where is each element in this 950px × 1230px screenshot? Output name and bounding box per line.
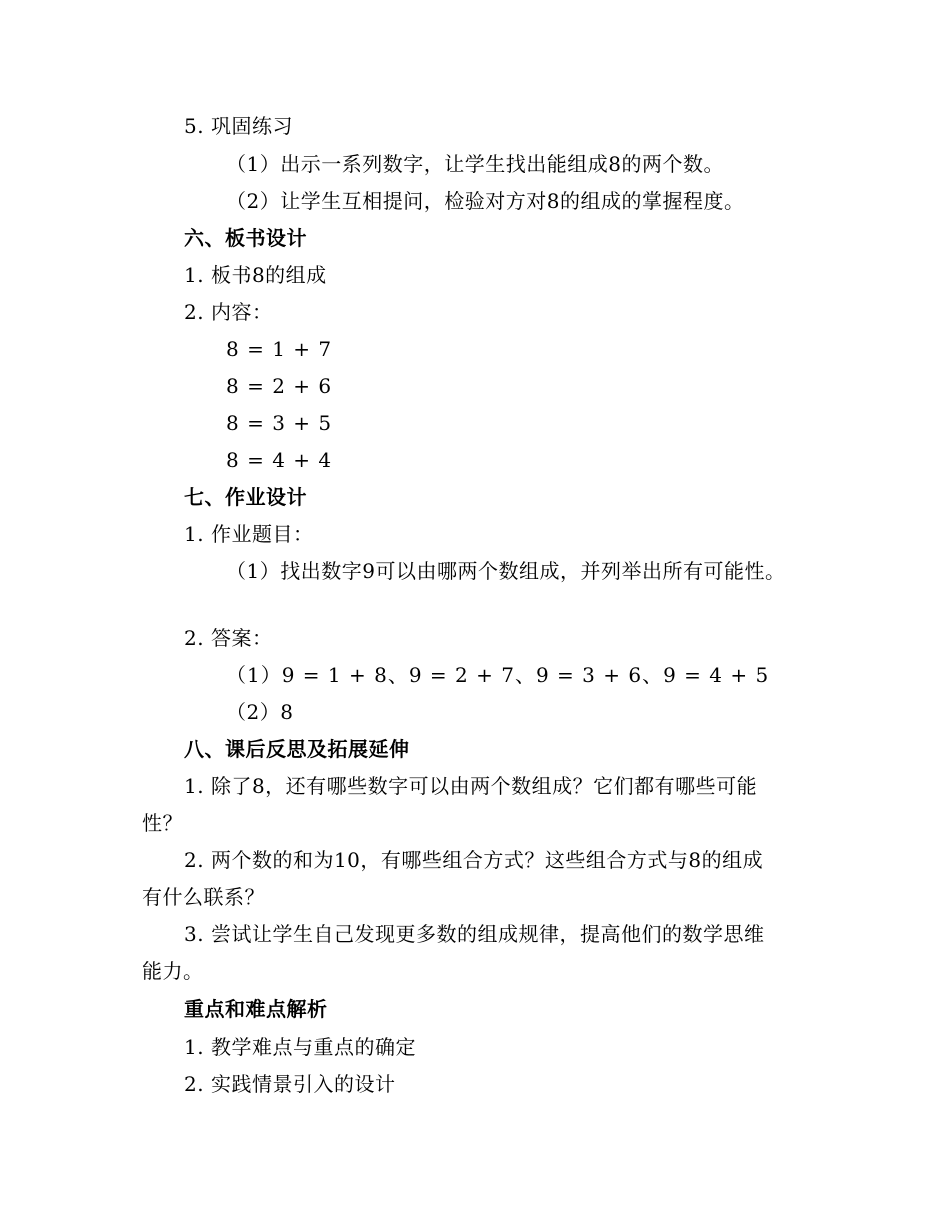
section7-item2: 2. 答案： xyxy=(184,626,273,650)
reflection-2-line2: 有什么联系？ xyxy=(142,885,265,909)
reflection-2-line1: 2. 两个数的和为10，有哪些组合方式？这些组合方式与8的组成 xyxy=(184,848,764,872)
equation-2: 8 = 2 + 6 xyxy=(226,374,333,398)
section8-heading: 八、课后反思及拓展延伸 xyxy=(184,737,410,761)
answer-1: （1）9 = 1 + 8、9 = 2 + 7、9 = 3 + 6、9 = 4 + 5 xyxy=(226,663,770,687)
reflection-3-line2: 能力。 xyxy=(142,959,204,983)
section6-item1: 1. 板书8的组成 xyxy=(184,263,327,287)
reflection-1-line2: 性？ xyxy=(142,811,183,835)
equation-4: 8 = 4 + 4 xyxy=(226,448,333,472)
section5-item1: （1）出示一系列数字，让学生找出能组成8的两个数。 xyxy=(226,152,724,176)
section5-title: 5. 巩固练习 xyxy=(184,114,293,138)
answer-2: （2）8 xyxy=(226,700,294,724)
analysis-heading: 重点和难点解析 xyxy=(184,997,328,1021)
reflection-1-line1: 1. 除了8，还有哪些数字可以由两个数组成？它们都有哪些可能 xyxy=(184,774,758,798)
analysis-item2: 2. 实践情景引入的设计 xyxy=(184,1072,396,1096)
section7-item1: 1. 作业题目： xyxy=(184,522,314,546)
analysis-item1: 1. 教学难点与重点的确定 xyxy=(184,1035,416,1059)
equation-3: 8 = 3 + 5 xyxy=(226,411,333,435)
reflection-3-line1: 3. 尝试让学生自己发现更多数的组成规律，提高他们的数学思维 xyxy=(184,922,765,946)
section6-heading: 六、板书设计 xyxy=(184,226,307,250)
equation-1: 8 = 1 + 7 xyxy=(226,337,333,361)
section6-item2: 2. 内容： xyxy=(184,300,273,324)
section5-item2: （2）让学生互相提问，检验对方对8的组成的掌握程度。 xyxy=(226,189,745,213)
section7-heading: 七、作业设计 xyxy=(184,485,307,509)
homework-question: （1）找出数字9可以由哪两个数组成，并列举出所有可能性。 xyxy=(226,559,786,583)
